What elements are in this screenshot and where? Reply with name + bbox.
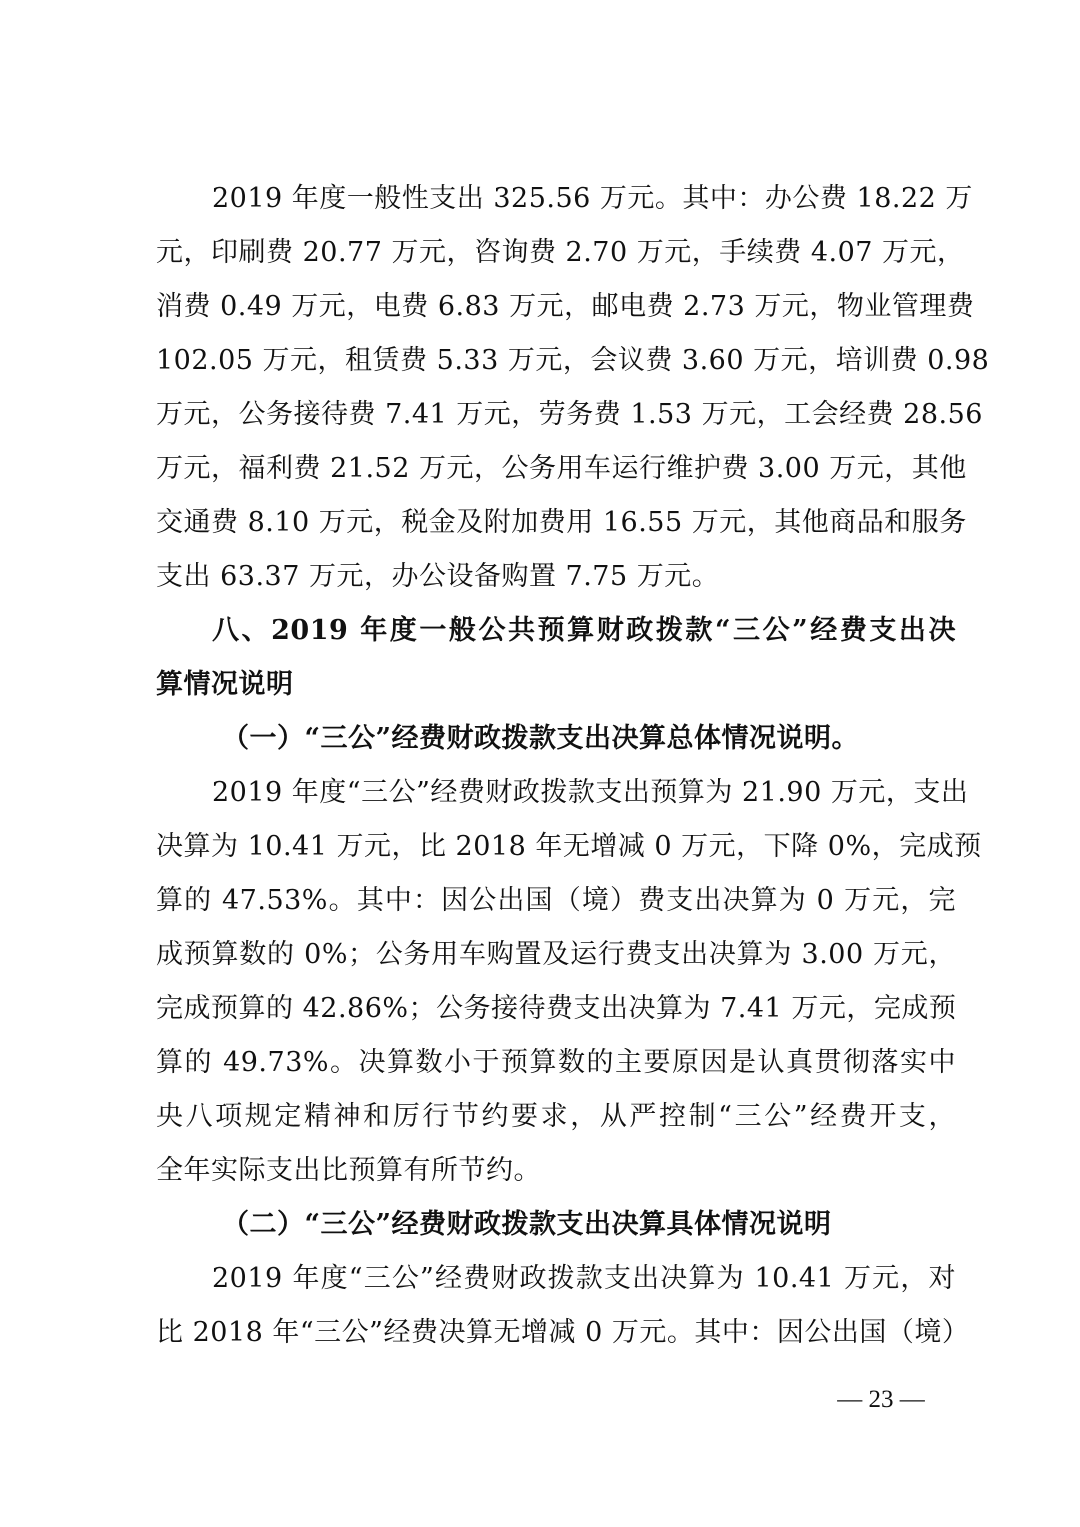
document-body: [156, 172, 990, 1360]
text-line: 万元，福利费 21.52 万元，公务用车运行维护费 3.00 万元，其他: [156, 453, 967, 484]
text-line: 完成预算的 42.86%；公务接待费支出决算为 7.41 万元，完成预: [156, 993, 957, 1024]
text-line: 102.05 万元，租赁费 5.33 万元，会议费 3.60 万元，培训费 0.98: [156, 345, 990, 376]
text-line: 支出 63.37 万元，办公设备购置 7.75 万元。: [156, 561, 720, 592]
subsection-1-heading: [156, 712, 956, 766]
subheading-line: （二）“三公”经费财政拨款支出决算具体情况说明: [222, 1209, 832, 1240]
text-line: 2019 年度一般性支出 325.56 万元。其中：办公费 18.22 万: [212, 183, 973, 214]
text-line: 央八项规定精神和厉行节约要求，从严控制“三公”经费开支，: [156, 1101, 956, 1132]
text-line: 消费 0.49 万元，电费 6.83 万元，邮电费 2.73 万元，物业管理费: [156, 291, 975, 322]
text-line: 算的 49.73%。决算数小于预算数的主要原因是认真贯彻落实中: [156, 1047, 956, 1078]
paragraph-specific-description: [156, 1252, 970, 1360]
section-8-heading: [156, 604, 956, 712]
paragraph-overall-description: [156, 766, 982, 1198]
text-line: 万元，公务接待费 7.41 万元，劳务费 1.53 万元，工会经费 28.56: [156, 399, 983, 430]
text-line: 2019 年度“三公”经费财政拨款支出预算为 21.90 万元，支出: [212, 777, 969, 808]
text-line: 决算为 10.41 万元，比 2018 年无增减 0 万元，下降 0%，完成预: [156, 831, 982, 862]
subsection-2-heading: [156, 1198, 956, 1252]
text-line: 元，印刷费 20.77 万元，咨询费 2.70 万元，手续费 4.07 万元，: [156, 237, 965, 268]
text-line: 全年实际支出比预算有所节约。: [156, 1155, 541, 1186]
text-line: 算的 47.53%。其中：因公出国（境）费支出决算为 0 万元，完: [156, 885, 956, 916]
text-line: 2019 年度“三公”经费财政拨款支出决算为 10.41 万元，对: [212, 1263, 956, 1294]
text-line: 成预算数的 0%；公务用车购置及运行费支出决算为 3.00 万元，: [156, 939, 956, 970]
heading-line: 算情况说明: [156, 669, 294, 700]
heading-line: 八、2019 年度一般公共预算财政拨款“三公”经费支出决: [212, 615, 956, 646]
paragraph-general-expenditure: [156, 172, 990, 604]
subheading-line: （一）“三公”经费财政拨款支出决算总体情况说明。: [222, 723, 860, 754]
text-line: 交通费 8.10 万元，税金及附加费用 16.55 万元，其他商品和服务: [156, 507, 967, 538]
page-number: — 23 —: [837, 1386, 925, 1413]
text-line: 比 2018 年“三公”经费决算无增减 0 万元。其中：因公出国（境）: [156, 1317, 970, 1348]
